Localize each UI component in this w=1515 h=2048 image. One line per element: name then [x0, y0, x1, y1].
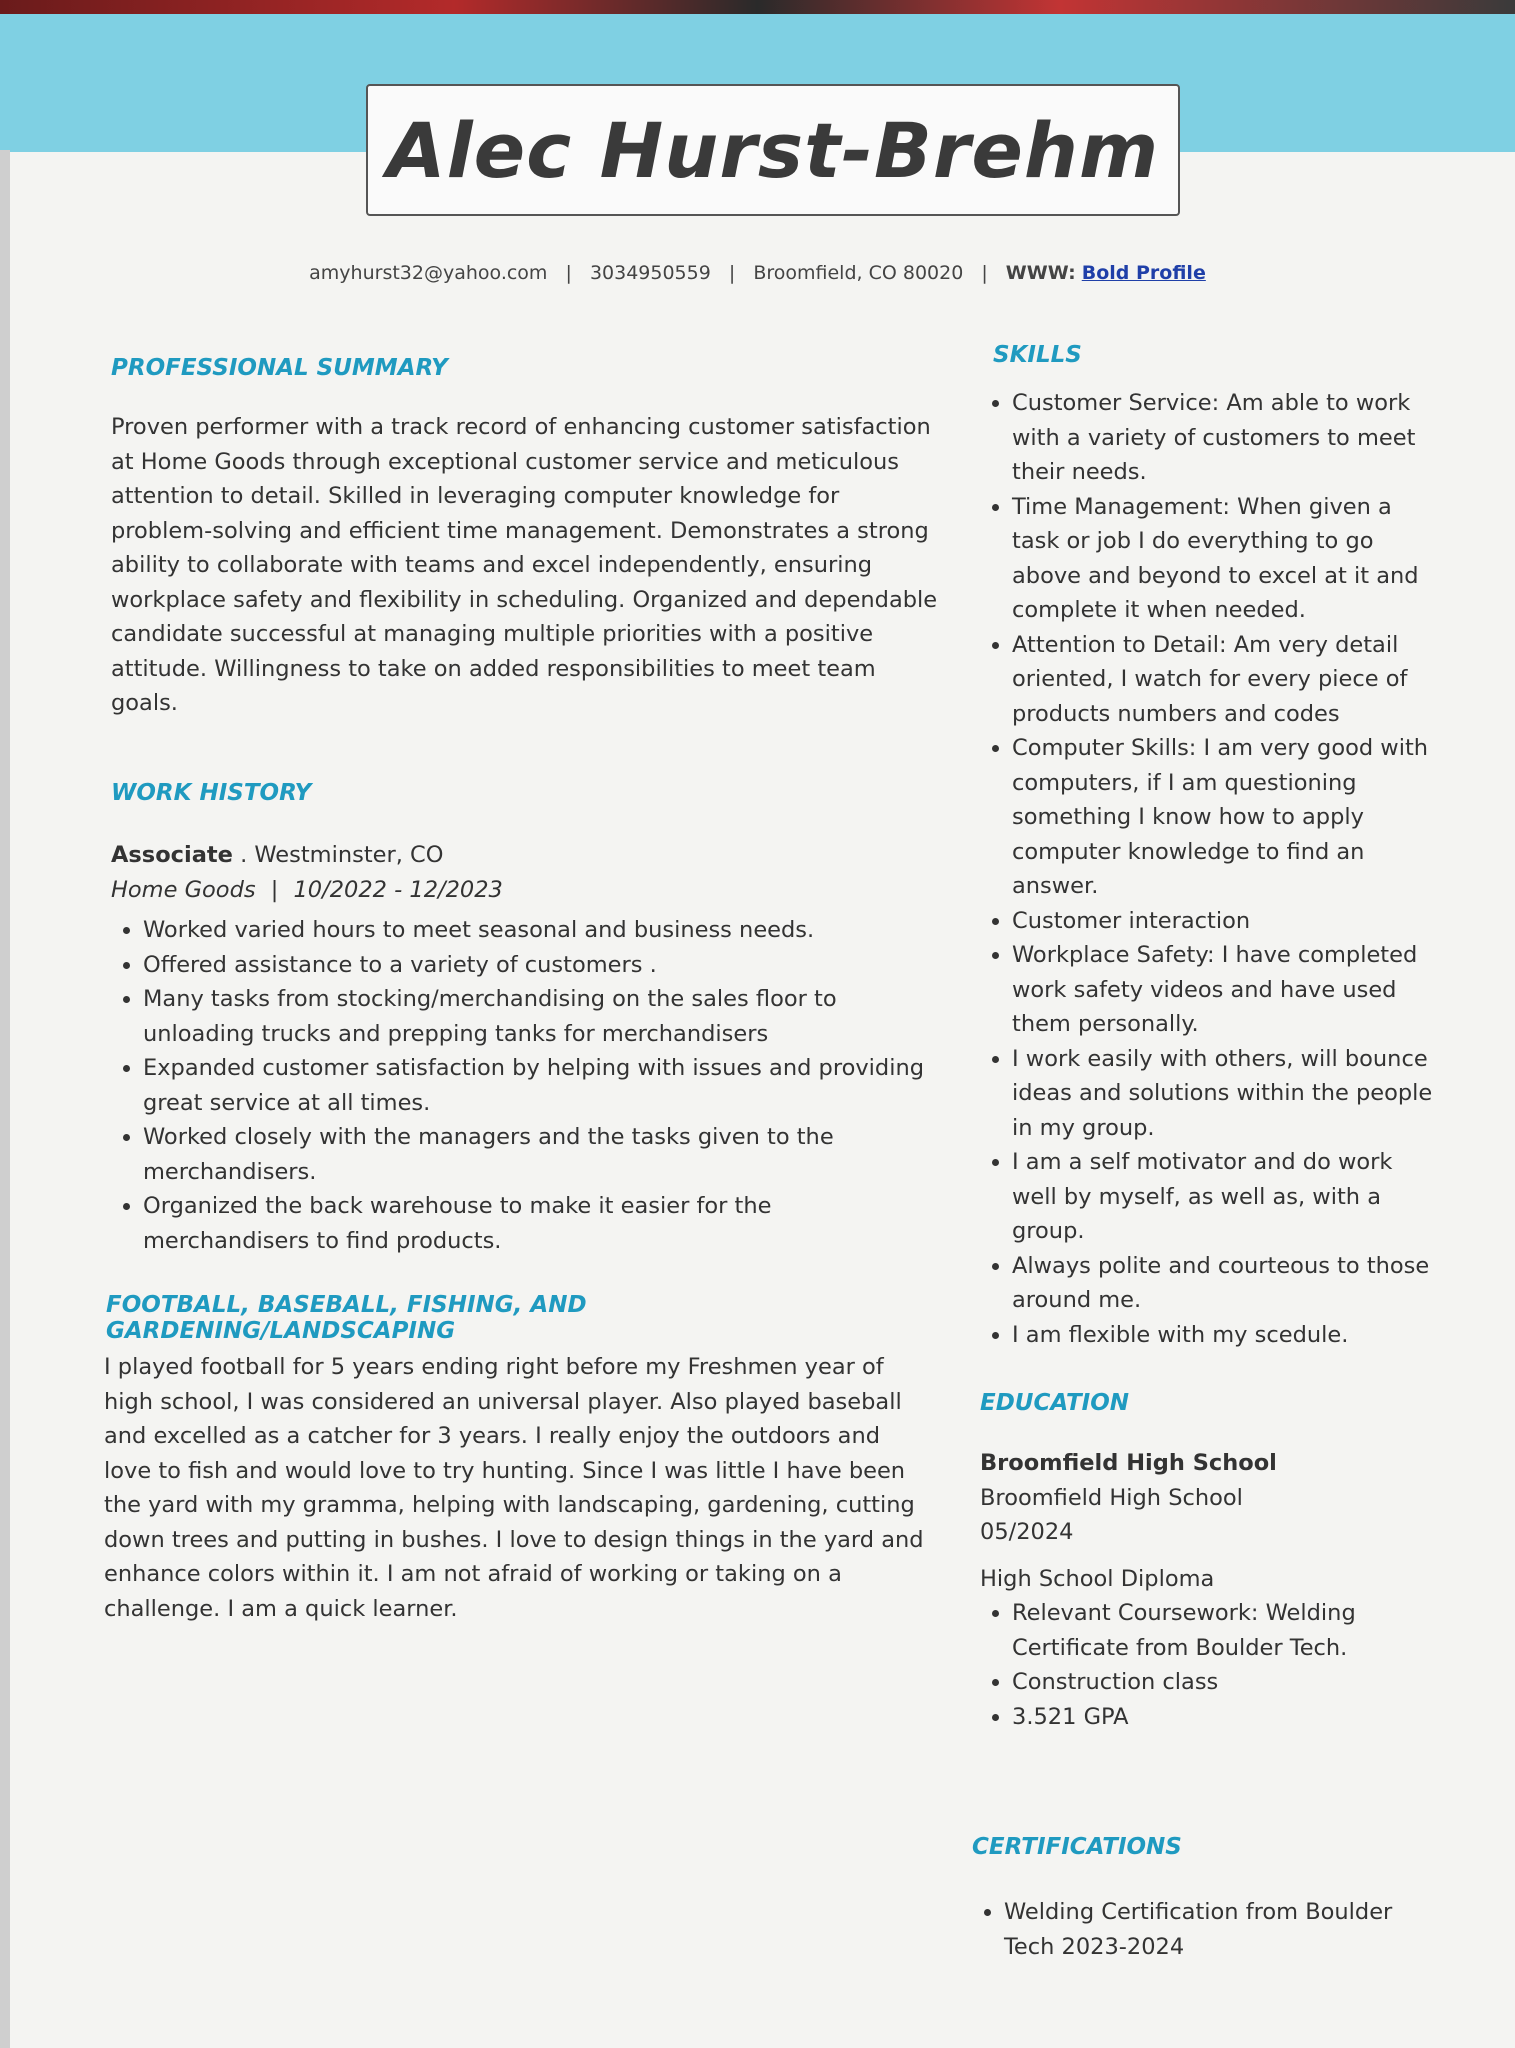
skills-list	[980, 386, 1440, 1352]
job-location: . Westminster, CO	[240, 842, 444, 868]
summary-heading: PROFESSIONAL SUMMARY	[111, 355, 448, 381]
separator: |	[270, 876, 279, 903]
location: Broomfield, CO 80020	[753, 262, 964, 284]
list-item: • Worked closely with the managers and the tasks given to the merchandisers.	[143, 1120, 941, 1189]
school-name: Broomfield High School	[980, 1450, 1277, 1476]
list-item: • Welding Certification from Boulder Tech 2023-2024	[1004, 1895, 1432, 1964]
contact-line	[0, 262, 1515, 284]
school-sub: Broomfield High School	[980, 1484, 1243, 1511]
phone: 3034950559	[589, 262, 711, 284]
summary-text: Proven performer with a track record of enhancing customer satisfaction at Home Goods through exceptional customer service and meticulous attention to detail. Skilled in leveraging computer knowledge for problem-solving and efficient time management. Demonstrates a strong ability to collaborate with teams and excel independently, ensuring workplace safety and flexibility in scheduling. Organized and dependable candidate successful at managing multiple priorities with a positive attitude. Willingness to take on added responsibilities to meet team goals.	[111, 414, 938, 716]
separator: |	[981, 262, 988, 284]
list-item: • Customer interaction	[1012, 904, 1440, 939]
list-item: • 3.521 GPA	[1012, 1700, 1440, 1735]
www-label: WWW:	[1005, 262, 1076, 284]
skills-heading: SKILLS	[993, 342, 1082, 368]
paper-edge	[0, 150, 10, 2048]
list-item: • Attention to Detail: Am very detail oriented, I watch for every piece of products numbers and codes	[1012, 628, 1440, 732]
candidate-name: Alec Hurst-Brehm	[386, 105, 1160, 195]
job-dates: 10/2022 - 12/2023	[293, 876, 503, 903]
list-item: • Customer Service: Am able to work with a variety of customers to meet their needs.	[1012, 386, 1440, 490]
job-entry	[111, 838, 941, 1258]
separator: |	[728, 262, 736, 284]
separator: |	[565, 262, 572, 284]
education-entry	[980, 1446, 1440, 1734]
list-item: • Computer Skills: I am very good with computers, if I am questioning something I know how to apply computer knowledge to find an answer.	[1012, 731, 1440, 904]
education-date: 05/2024	[980, 1519, 1074, 1545]
list-item: • Workplace Safety: I have completed work safety videos and have used them personally.	[1012, 938, 1440, 1042]
list-item: • I work easily with others, will bounce ideas and solutions within the people in my group.	[1012, 1042, 1440, 1146]
degree: High School Diploma	[980, 1565, 1215, 1592]
email: amyhurst32@yahoo.com	[309, 262, 548, 284]
list-item: • Many tasks from stocking/merchandising on the sales floor to unloading trucks and prepping tanks for merchandisers	[143, 982, 941, 1051]
job-bullets	[111, 913, 941, 1258]
list-item: • I am flexible with my scedule.	[1012, 1318, 1440, 1353]
name-box	[366, 84, 1180, 216]
list-item: • Always polite and courteous to those around me.	[1012, 1249, 1440, 1318]
job-title: Associate	[111, 842, 233, 868]
list-item: • Worked varied hours to meet seasonal and business needs.	[143, 913, 941, 948]
hobbies-heading: FOOTBALL, BASEBALL, FISHING, AND GARDENING/LANDSCAPING	[106, 1292, 587, 1344]
list-item: • Relevant Coursework: Welding Certificate from Boulder Tech.	[1012, 1596, 1440, 1665]
profile-link[interactable]: Bold Profile	[1081, 262, 1206, 284]
list-item: • I am a self motivator and do work well by myself, as well as, with a group.	[1012, 1145, 1440, 1249]
list-item: • Expanded customer satisfaction by helping with issues and providing great service at all times.	[143, 1051, 941, 1120]
list-item: • Time Management: When given a task or job I do everything to go above and beyond to excel at it and complete it when needed.	[1012, 490, 1440, 628]
company: Home Goods	[111, 876, 256, 903]
certifications-list	[972, 1895, 1432, 1964]
list-item: • Construction class	[1012, 1665, 1440, 1700]
education-heading: EDUCATION	[980, 1390, 1130, 1416]
hobbies-text: I played football for 5 years ending right before my Freshmen year of high school, I was considered an universal player. Also played baseball and excelled as a catcher for 3 years. I really enjoy the outdoors and love to fish and would love to try hunting. Since I was little I have been the yard with my gramma, helping with landscaping, gardening, cutting down trees and putting in bushes. I love to design things in the yard and enhance colors within it. I am not afraid of working or taking on a challenge. I am a quick learner.	[104, 1354, 924, 1622]
list-item: • Organized the back warehouse to make it easier for the merchandisers to find products.	[143, 1189, 941, 1258]
list-item: • Offered assistance to a variety of customers .	[143, 948, 941, 983]
certifications-heading: CERTIFICATIONS	[972, 1834, 1182, 1860]
work-heading: WORK HISTORY	[111, 780, 312, 806]
